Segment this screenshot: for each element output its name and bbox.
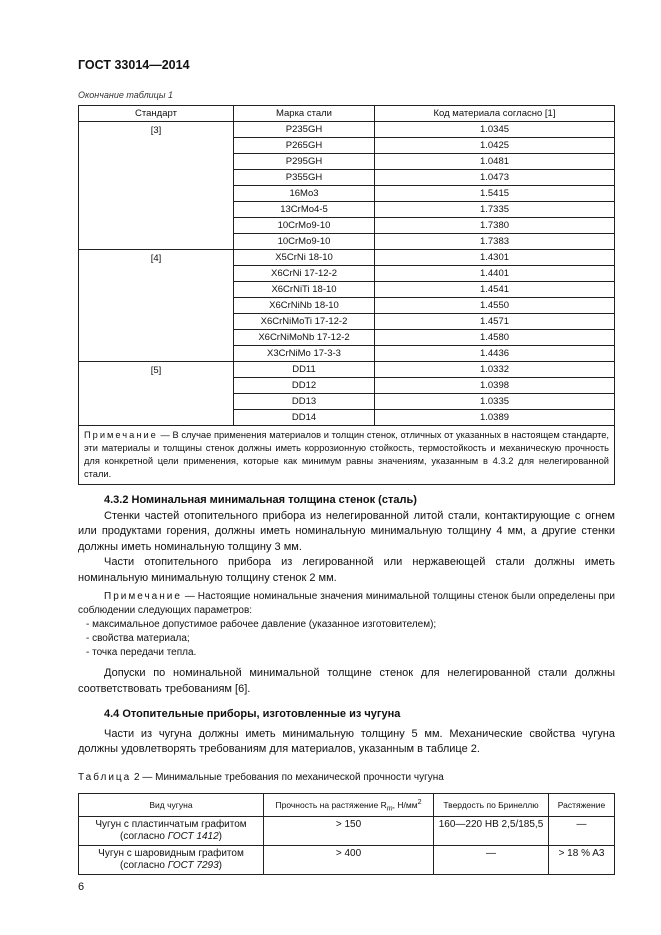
material-code-cell: 1.0481	[375, 154, 615, 170]
elongation-cell: —	[549, 817, 615, 846]
standard-cell: [3]	[79, 122, 234, 250]
material-code-cell: 1.7380	[375, 218, 615, 234]
list	[78, 618, 615, 660]
material-code-cell: 1.4436	[375, 346, 615, 362]
table2-caption: Таблица 2 — Минимальные требования по механической прочности чугуна	[78, 771, 444, 783]
section-4-3-2	[78, 493, 615, 758]
iron-type-cell: Чугун с шаровидным графитом (согласно ГОСТ 7293)	[79, 846, 264, 875]
section-title: 4.4 Отопительные приборы, изготовленные из чугуна	[104, 708, 401, 720]
material-code-cell: 1.0335	[375, 394, 615, 410]
steel-grade-cell: X5CrNi 18-10	[234, 250, 375, 266]
material-code-cell: 1.4571	[375, 314, 615, 330]
table2-header: Вид чугуна	[79, 793, 264, 817]
paragraph: Части из чугуна должны иметь минимальную толщину 5 мм. Механические свойства чугуна должны удовлетворять требованиям для материалов, указанным в таблице 2.	[78, 727, 615, 755]
standard-cell: [4]	[79, 250, 234, 362]
strength-cell: > 400	[264, 846, 434, 875]
material-code-cell: 1.5415	[375, 186, 615, 202]
list-item: - максимальное допустимое рабочее давление (указанное изготовителем);	[86, 619, 437, 630]
steel-grade-cell: 10CrMo9-10	[234, 234, 375, 250]
hardness-cell: 160—220 HB 2,5/185,5	[434, 817, 549, 846]
paragraph: Стенки частей отопительного прибора из нелегированной литой стали, контактирующие с огнем или продуктами горения, должны иметь номинальную минимальную толщину 4 мм, а другие стенки должны иметь номинальную толщину 3 мм.	[78, 509, 615, 553]
steel-grade-cell: DD13	[234, 394, 375, 410]
note: Примечание — Настоящие номинальные значения минимальной толщины стенок были определены при соблюдении следующих параметров:	[78, 591, 615, 616]
steel-grade-cell: X6CrNiMoNb 17-12-2	[234, 330, 375, 346]
material-code-cell: 1.0398	[375, 378, 615, 394]
table2-header: Прочность на растяжение $R_m$, $Н/мм^2$	[264, 793, 434, 817]
table1-caption: Окончание таблицы 1	[78, 90, 173, 100]
steel-grade-cell: 16Mo3	[234, 186, 375, 202]
material-code-cell: 1.7335	[375, 202, 615, 218]
steel-grade-cell: DD11	[234, 362, 375, 378]
material-code-cell: 1.4401	[375, 266, 615, 282]
material-code-cell: 1.0345	[375, 122, 615, 138]
table1-header: Стандарт	[79, 106, 234, 122]
steel-grade-cell: X6CrNiNb 18-10	[234, 298, 375, 314]
steel-grade-cell: P355GH	[234, 170, 375, 186]
elongation-cell: > 18 % A3	[549, 846, 615, 875]
steel-grade-cell: P295GH	[234, 154, 375, 170]
table1-note: Примечание — В случае применения материалов и толщин стенок, отличных от указанных в настоящем стандарте, эти материалы и толщины стенок должны иметь коррозионную стойкость, термостойкость и механическую прочность для конкретной цели применения, которые как минимум равны значениям, указанным в 4.3.2 для нелегированной стали.	[79, 426, 615, 485]
table1-header: Марка стали	[234, 106, 375, 122]
steel-grade-cell: 10CrMo9-10	[234, 218, 375, 234]
list-item: - точка передачи тепла.	[86, 647, 197, 658]
hardness-cell: —	[434, 846, 549, 875]
material-code-cell: 1.4541	[375, 282, 615, 298]
table-row	[79, 362, 615, 378]
material-code-cell: 1.7383	[375, 234, 615, 250]
material-code-cell: 1.0332	[375, 362, 615, 378]
material-code-cell: 1.0389	[375, 410, 615, 426]
steel-grade-cell: 13CrMo4-5	[234, 202, 375, 218]
steel-grade-cell: DD12	[234, 378, 375, 394]
document-header: ГОСТ 33014—2014	[78, 58, 190, 72]
steel-grade-cell: X6CrNiTi 18-10	[234, 282, 375, 298]
table2	[78, 793, 615, 876]
material-code-cell: 1.0425	[375, 138, 615, 154]
table1	[78, 105, 615, 485]
steel-grade-cell: P265GH	[234, 138, 375, 154]
table-row	[79, 250, 615, 266]
material-code-cell: 1.4550	[375, 298, 615, 314]
steel-grade-cell: DD14	[234, 410, 375, 426]
table2-header: Твердость по Бринеллю	[434, 793, 549, 817]
list-item: - свойства материала;	[86, 633, 190, 644]
steel-grade-cell: P235GH	[234, 122, 375, 138]
table-row	[79, 817, 615, 846]
strength-cell: > 150	[264, 817, 434, 846]
material-code-cell: 1.4301	[375, 250, 615, 266]
standard-cell: [5]	[79, 362, 234, 426]
table2-header: Растяжение	[549, 793, 615, 817]
table-row	[79, 122, 615, 138]
material-code-cell: 1.0473	[375, 170, 615, 186]
material-code-cell: 1.4580	[375, 330, 615, 346]
iron-type-cell: Чугун с пластинчатым графитом (согласно ГОСТ 1412)	[79, 817, 264, 846]
table-row	[79, 846, 615, 875]
table1-header: Код материала согласно [1]	[375, 106, 615, 122]
paragraph: Допуски по номинальной минимальной толщине стенок для нелегированной стали должны соответствовать требованиям [6].	[78, 667, 615, 695]
page-number: 6	[78, 881, 85, 894]
steel-grade-cell: X6CrNiMoTi 17-12-2	[234, 314, 375, 330]
section-title: 4.3.2 Номинальная минимальная толщина стенок (сталь)	[104, 494, 417, 506]
steel-grade-cell: X3CrNiMo 17-3-3	[234, 346, 375, 362]
paragraph: Части отопительного прибора из легированной или нержавеющей стали должны иметь номинальную минимальную толщину стенок 2 мм.	[78, 556, 615, 584]
steel-grade-cell: X6CrNi 17-12-2	[234, 266, 375, 282]
